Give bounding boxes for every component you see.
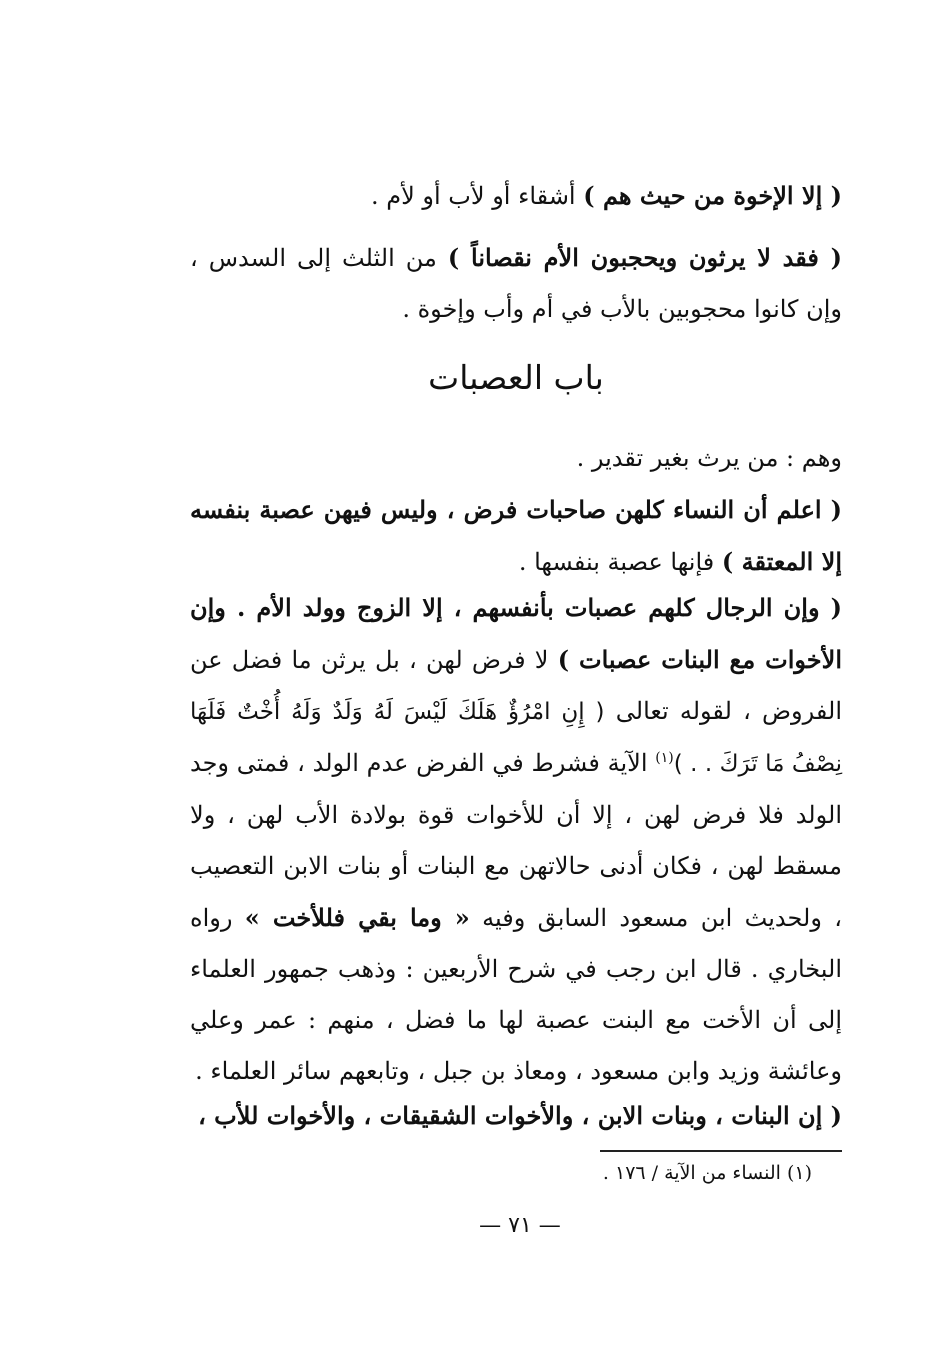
footnote: (١) النساء من الآية / ١٧٦ . — [602, 1162, 812, 1184]
bold-text: ( وإن الرجال كلهم عصبات بأنفسهم ، إلا الزوج وولد الأم . وإن الأخوات مع البنات عصبات ) — [190, 593, 842, 674]
page-number: — ٧١ — — [479, 1213, 561, 1238]
hadith-quote: « وما بقي فللأخت » — [244, 903, 470, 932]
footnote-reference: (١) — [655, 750, 674, 766]
chapter-heading: باب العصبات — [428, 358, 604, 397]
paragraph-men-inheritance — [190, 582, 842, 1097]
plain-text: فإنها عصبة بنفسها . — [518, 548, 722, 576]
bold-text: ( إلا الإخوة من حيث هم ) — [583, 181, 842, 210]
paragraph-definition — [190, 433, 842, 484]
plain-text: وهم : من يرث بغير تقدير . — [576, 444, 842, 472]
plain-text: رواه البخاري . قال ابن رجب في شرح الأربعين : وذهب جمهور العلماء إلى أن الأخت مع البنت عصبة لها ما فضل ، منهم : عمر وعلي وعائشة وزيد وابن مسعود ، ومعاذ بن جبل ، وتابعهم سائر العلماء . — [190, 904, 843, 1085]
paragraph-mother-reduction — [190, 232, 842, 335]
bold-text: ( اعلم أن النساء كلهن صاحبات فرض ، وليس فيهن عصبة بنفسه إلا المعتقة ) — [190, 495, 842, 576]
footnote-divider — [600, 1150, 842, 1152]
plain-text: الآية فشرط في الفرض عدم الولد ، فمتى وجد الولد فلا فرض لهن ، إلا أن للأخوات قوة بولادة الأب لهن ، ولا مسقط لهن ، فكان أدنى حالاتهن مع البنات أو بنات الابن التعصيب ، ولحديث ابن مسعود السابق وفيه — [190, 749, 842, 932]
plain-text: من الثلث إلى السدس ، وإن كانوا محجوبين بالأب في أم وأب وإخوة . — [190, 244, 842, 323]
quran-verse: ( إِنِ امْرُؤٌ هَلَكَ لَيْسَ لَهُ وَلَدٌ وَلَهُ أُخْتٌ فَلَهَا نِصْفُ مَا تَرَكَ . . ) — [190, 699, 842, 777]
plain-text: لا فرض لهن ، بل يرثن ما فضل عن الفروض ، لقوله تعالى — [190, 646, 843, 725]
bold-text: ( إن البنات ، وبنات الابن ، والأخوات الشقيقات ، والأخوات للأب ، — [198, 1101, 842, 1130]
plain-text: أشقاء أو لأب أو لأم . — [370, 182, 584, 210]
bold-text: ( فقد لا يرثون ويحجبون الأم نقصاناً ) — [447, 243, 842, 272]
paragraph-women-inheritance — [190, 484, 842, 588]
paragraph-daughters — [190, 1090, 842, 1142]
paragraph-brothers-exception — [190, 170, 842, 222]
